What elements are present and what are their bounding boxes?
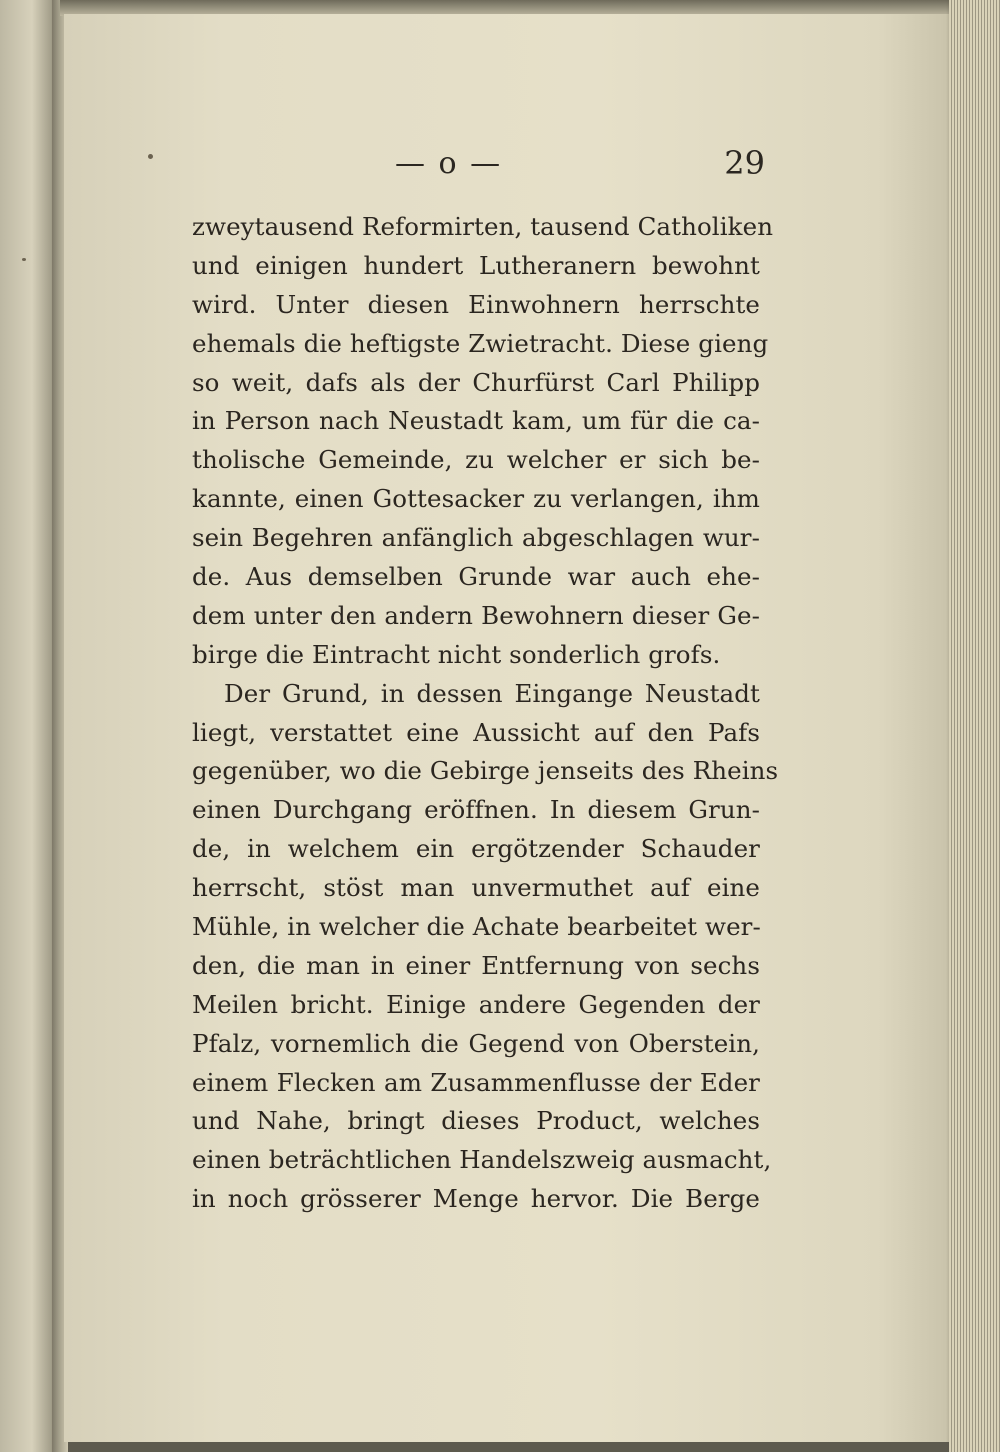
text-line: kannte, einen Gottesacker zu verlangen, ihm — [192, 484, 760, 514]
text-line: und einigen hundert Lutheranern bewohnt — [192, 250, 760, 280]
text-line: so weit, dafs als der Churfürst Carl Philipp — [192, 367, 760, 397]
text-line: den, die man in einer Entfernung von sechs — [192, 950, 760, 980]
paper-speck — [22, 258, 26, 261]
text-line: liegt, verstattet eine Aussicht auf den Pafs — [192, 717, 760, 747]
text-line: gegenüber, wo die Gebirge jenseits des Rheins — [192, 756, 779, 786]
body-text — [192, 208, 779, 1219]
text-line: in Person nach Neustadt kam, um für die ca- — [192, 406, 760, 436]
text-line: de. Aus demselben Grunde war auch ehe- — [192, 562, 760, 592]
text-line: einen Durchgang eröffnen. In diesem Grun- — [192, 795, 760, 825]
page-stack-edge — [949, 0, 1000, 1452]
header-ornament: — o — — [395, 146, 503, 181]
text-line: in noch grösserer Menge hervor. Die Berge — [192, 1184, 760, 1214]
left-page-edge — [0, 0, 58, 1452]
text-line: Pfalz, vornemlich die Gegend von Oberstein, — [192, 1028, 760, 1058]
text-line: birge die Eintracht nicht sonderlich grofs. — [192, 639, 721, 669]
page-number: 29 — [724, 144, 765, 182]
text-line: tholische Gemeinde, zu welcher er sich be- — [192, 445, 760, 475]
text-line: de, in welchem ein ergötzender Schauder — [192, 834, 760, 864]
text-line: dem unter den andern Bewohnern dieser Ge- — [192, 600, 760, 630]
text-line: ehemals die heftigste Zwietracht. Diese gieng — [192, 328, 769, 358]
text-line: wird. Unter diesen Einwohnern herrschte — [192, 289, 760, 319]
text-line: einen beträchtlichen Handelszweig ausmacht, — [192, 1145, 772, 1175]
paper-speck — [148, 154, 153, 159]
text-line: und Nahe, bringt dieses Product, welches — [192, 1106, 760, 1136]
text-line: einem Flecken am Zusammenflusse der Eder — [192, 1067, 760, 1097]
text-line: Meilen bricht. Einige andere Gegenden der — [192, 989, 760, 1019]
text-line: zweytausend Reformirten, tausend Catholiken — [192, 212, 774, 241]
text-line: sein Begehren anfänglich abgeschlagen wur- — [192, 523, 760, 553]
text-line: Der Grund, in dessen Eingange Neustadt — [224, 678, 760, 708]
text-line: herrscht, stöst man unvermuthet auf eine — [192, 873, 760, 903]
text-line: Mühle, in welcher die Achate bearbeitet wer- — [192, 912, 761, 942]
running-header — [395, 140, 765, 186]
